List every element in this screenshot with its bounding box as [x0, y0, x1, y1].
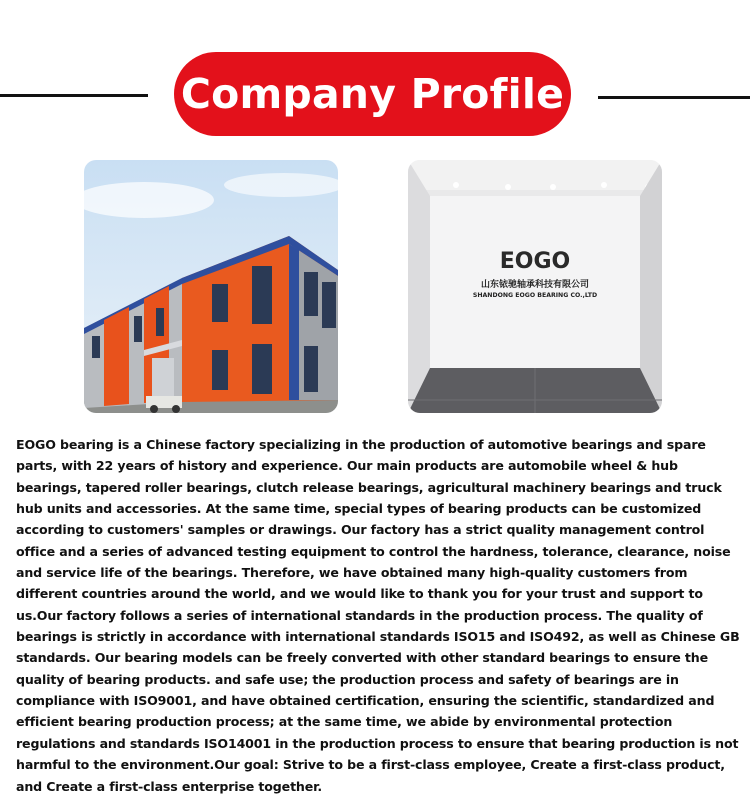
factory-building-photo	[84, 160, 338, 413]
title-banner	[174, 52, 571, 136]
company-name-chinese: 山东铱驰轴承科技有限公司	[480, 280, 590, 290]
left-divider-line	[0, 94, 148, 97]
eogo-logo: EOGO	[499, 249, 571, 274]
page-title: Company Profile	[180, 70, 565, 118]
reception-wall-photo	[408, 160, 662, 413]
company-name-english: SHANDONG EOGO BEARING CO.,LTD	[472, 292, 598, 299]
right-divider-line	[598, 96, 750, 99]
company-description: EOGO bearing is a Chinese factory specializing in the production of automotive bearings and spare parts, with 22 years of history and experience. Our main products are automobile wheel & hub bearings, tapered roller bearings, clutch release bearings, agricultural machinery bearings and truck hub units and accessories. At the same time, special types of bearing products can be customized according to customers' samples or drawings. Our factory has a strict quality management control office and a series of advanced testing equipment to control the hardness, tolerance, clearance, noise and service life of the bearings. Therefore, we have obtained many high-quality customers from different countries around the world, and we would like to thank you for your trust and support to us.Our factory follows a series of international standards in the production process. The quality of bearings is strictly in accordance with international standards ISO15 and ISO492, as well as Chinese GB standards. Our bearing models can be freely converted with other standard bearings to ensure the quality of bearing products. and safe use; the production process and safety of bearings are in compliance with ISO9001, and have obtained certification, ensuring the scientific, standardized and efficient bearing production process; at the same time, we abide by environmental protection regulations and standards ISO14001 in the production process to ensure that bearing production is not harmful to the environment.Our goal: Strive to be a first-class employee, Create a first-class product, and Create a first-class enterprise together.	[16, 437, 740, 794]
